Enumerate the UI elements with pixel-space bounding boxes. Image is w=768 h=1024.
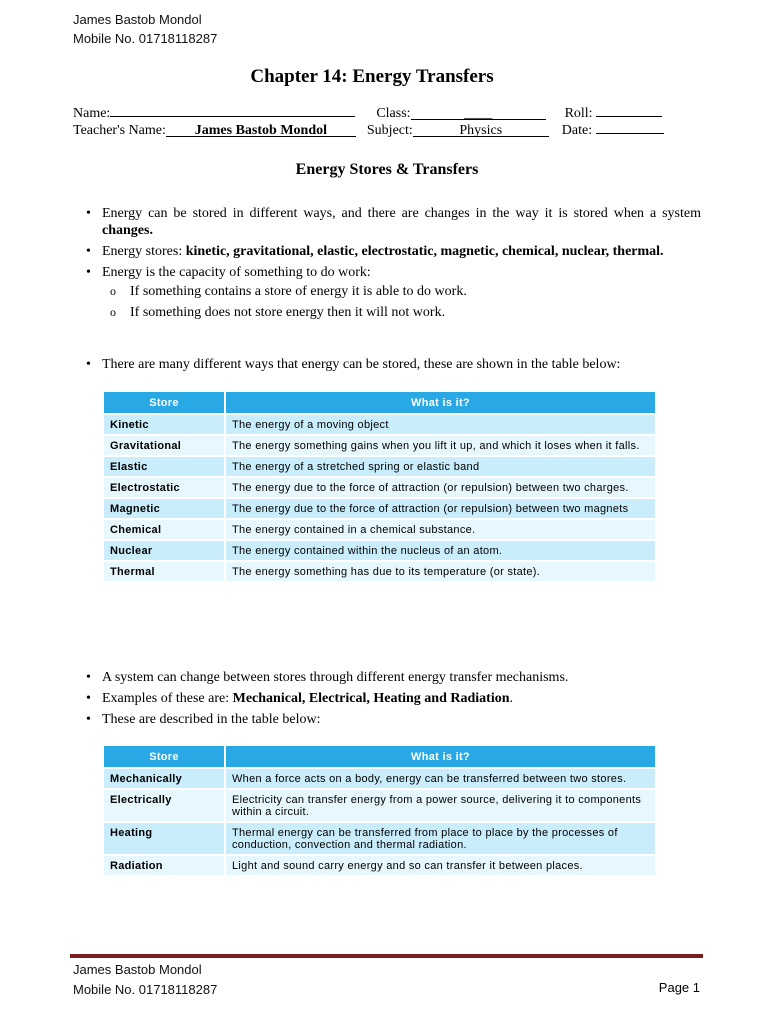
description-cell: The energy of a moving object <box>225 414 656 435</box>
name-field[interactable] <box>110 102 355 117</box>
table-row <box>104 561 656 581</box>
list-item: • Energy stores: kinetic, gravitational, elastic, electrostatic, magnetic, chemical, nuclear, thermal. <box>86 243 701 260</box>
store-name-cell: Radiation <box>104 855 225 875</box>
name-label: Name: <box>73 106 111 121</box>
bullet-list-2 <box>86 669 701 732</box>
store-name-cell: Thermal <box>104 561 225 581</box>
table-row <box>104 414 656 435</box>
page-title: Chapter 14: Energy Transfers <box>250 66 494 87</box>
header-author: James Bastob Mondol <box>73 12 202 27</box>
store-name-cell: Chemical <box>104 519 225 540</box>
description-cell: The energy due to the force of attraction (or repulsion) between two magnets <box>225 498 656 519</box>
section-title: Energy Stores & Transfers <box>295 161 479 178</box>
description-cell: The energy of a stretched spring or elastic band <box>225 456 656 477</box>
bullet-list-intro <box>86 356 701 377</box>
date-label: Date: <box>561 123 593 138</box>
table-header-cell: Store <box>104 392 225 414</box>
table-row <box>104 855 656 875</box>
description-cell: The energy something has due to its temperature (or state). <box>225 561 656 581</box>
description-cell: Light and sound carry energy and so can transfer it between places. <box>225 855 656 875</box>
class-label: Class: <box>376 106 411 121</box>
list-item: • Energy can be stored in different ways, and there are changes in the way it is stored when a system changes. <box>86 205 701 239</box>
form-row-2 <box>73 119 664 139</box>
table-row <box>104 477 656 498</box>
bullet-list-1 <box>86 205 701 325</box>
store-name-cell: Kinetic <box>104 414 225 435</box>
table-row <box>104 498 656 519</box>
description-cell: Electricity can transfer energy from a power source, delivering it to components within a circuit. <box>225 789 656 822</box>
description-cell: When a force acts on a body, energy can be transferred between two stores. <box>225 768 656 789</box>
description-cell: The energy due to the force of attraction (or repulsion) between two charges. <box>225 477 656 498</box>
class-field[interactable]: ____ <box>411 105 546 120</box>
store-name-cell: Magnetic <box>104 498 225 519</box>
sub-list-item: o If something contains a store of energy it is able to do work. <box>102 283 701 300</box>
store-name-cell: Gravitational <box>104 435 225 456</box>
store-name-cell: Electrostatic <box>104 477 225 498</box>
table-header-row <box>104 392 656 414</box>
energy-transfers-table <box>104 746 657 875</box>
subject-field[interactable]: Physics <box>413 122 549 137</box>
list-item: • Examples of these are: Mechanical, Electrical, Heating and Radiation. <box>86 690 701 707</box>
table-row <box>104 519 656 540</box>
description-cell: The energy contained within the nucleus of an atom. <box>225 540 656 561</box>
description-cell: The energy contained in a chemical substance. <box>225 519 656 540</box>
roll-label: Roll: <box>564 106 593 121</box>
sub-list-item: o If something does not store energy then it will not work. <box>102 304 701 321</box>
store-name-cell: Elastic <box>104 456 225 477</box>
list-item: • These are described in the table below: <box>86 711 701 728</box>
table-header-cell: What is it? <box>225 746 656 768</box>
header-mobile: Mobile No. 01718118287 <box>73 31 218 46</box>
store-name-cell: Electrically <box>104 789 225 822</box>
table-row <box>104 540 656 561</box>
roll-field[interactable] <box>596 102 662 117</box>
store-name-cell: Mechanically <box>104 768 225 789</box>
footer-author: James Bastob Mondol <box>73 962 202 977</box>
energy-stores-table <box>104 392 657 581</box>
store-name-cell: Nuclear <box>104 540 225 561</box>
list-item: • Energy is the capacity of something to do work: o If something contains a store of energy it is able to do work. o If something does not store energy then it will not work. <box>86 264 701 321</box>
table-header-row <box>104 746 656 768</box>
table-row <box>104 822 656 855</box>
description-cell: Thermal energy can be transferred from place to place by the processes of conduction, convection and thermal radiation. <box>225 822 656 855</box>
table-row <box>104 456 656 477</box>
teacher-field[interactable]: James Bastob Mondol <box>166 122 356 137</box>
teacher-label: Teacher's Name: <box>73 123 166 138</box>
subject-label: Subject: <box>366 123 413 138</box>
table-header-cell: Store <box>104 746 225 768</box>
footer-divider <box>70 954 703 958</box>
store-name-cell: Heating <box>104 822 225 855</box>
list-item: • There are many different ways that energy can be stored, these are shown in the table below: <box>86 356 701 373</box>
table-row <box>104 789 656 822</box>
table-row <box>104 435 656 456</box>
date-field[interactable] <box>596 119 664 134</box>
table-row <box>104 768 656 789</box>
description-cell: The energy something gains when you lift it up, and which it loses when it falls. <box>225 435 656 456</box>
page-number: Page 1 <box>658 980 700 995</box>
list-item: • A system can change between stores through different energy transfer mechanisms. <box>86 669 701 686</box>
table-header-cell: What is it? <box>225 392 656 414</box>
sub-list <box>102 283 701 321</box>
footer-mobile: Mobile No. 01718118287 <box>73 982 218 997</box>
